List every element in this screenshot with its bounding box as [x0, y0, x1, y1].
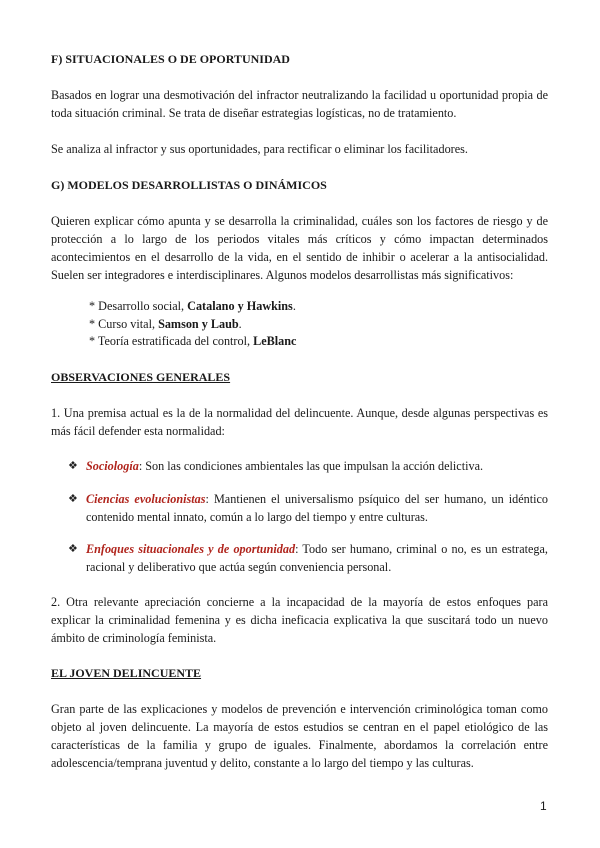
model-item-prefix: * Curso vital, — [89, 317, 159, 331]
section-g-heading: G) MODELOS DESARROLLISTAS O DINÁMICOS — [51, 178, 327, 192]
observation-description: : Mantienen el universalismo psíquico del ser humano, un idéntico contenido mental innato, común a lo largo del tiempo y entre culturas. — [86, 492, 548, 524]
observaciones-paragraph-1: 1. Una premisa actual es la de la normalidad del delincuente. Aunque, desde algunas perspectivas es más fácil defender esta normalidad: — [51, 406, 548, 438]
model-item-prefix: * Teoría estratificada del control, — [89, 334, 254, 348]
section-f-paragraph-2: Se analiza al infractor y sus oportunidades, para rectificar o eliminar los facilitadores. — [51, 142, 468, 156]
model-item — [89, 315, 242, 333]
observation-text — [86, 457, 548, 475]
joven-paragraph-1: Gran parte de las explicaciones y modelos de prevención e intervención criminológica toman como objeto al joven delincuente. La mayoría de estos estudios se centran en el papel etiológico de las características de la familia y grupo de iguales. Finalmente, abordamos la correlación entre adolescencia/temprana juventud y delito, constante a lo largo del tiempo y las culturas. — [51, 702, 548, 770]
page-number: 1 — [540, 799, 547, 813]
model-item-suffix: . — [292, 299, 296, 313]
observaciones-paragraph-2: 2. Otra relevante apreciación concierne a la incapacidad de la mayoría de estos enfoques para explicar la criminalidad femenina y es dicha ineficacia explicativa la que suscitará todo un nuevo ámbito de criminología feminista. — [51, 595, 548, 645]
diamond-bullet-icon: ❖ — [68, 460, 78, 472]
observation-item — [68, 540, 548, 576]
model-item — [89, 297, 296, 315]
observation-item — [68, 490, 548, 526]
model-item — [89, 332, 296, 350]
observation-description: : Son las condiciones ambientales las que impulsan la acción delictiva. — [138, 459, 484, 473]
observation-term: Enfoques situacionales y de oportunidad — [86, 542, 296, 556]
model-item-authors: LeBlanc — [253, 334, 297, 348]
model-item-authors: Catalano y Hawkins — [187, 299, 293, 313]
observation-text — [86, 490, 548, 526]
diamond-bullet-icon: ❖ — [68, 493, 78, 505]
model-item-prefix: * Desarrollo social, — [89, 299, 188, 313]
model-item-suffix: . — [238, 317, 242, 331]
observation-text — [86, 540, 548, 576]
section-f-paragraph-1: Basados en lograr una desmotivación del infractor neutralizando la facilidad u oportunidad propia de toda situación criminal. Se trata de diseñar estrategias logísticas, no de tratamiento. — [51, 88, 548, 120]
observation-term: Ciencias evolucionistas — [86, 492, 206, 506]
observation-description: : Todo ser humano, criminal o no, es un estratega, racional y deliberativo que actúa según conveniencia personal. — [86, 542, 548, 574]
observaciones-heading: OBSERVACIONES GENERALES — [51, 370, 231, 384]
section-f-heading: F) SITUACIONALES O DE OPORTUNIDAD — [51, 52, 290, 66]
model-item-authors: Samson y Laub — [158, 317, 239, 331]
diamond-bullet-icon: ❖ — [68, 543, 78, 555]
section-g-paragraph-1: Quieren explicar cómo apunta y se desarrolla la criminalidad, cuáles son los factores de riesgo y de protección a lo largo de los periodos vitales más críticos y cómo impactan determinados acontecimientos en el desarrollo de la vida, en el sentido de inhibir o acelerar a la antisocialidad. Suelen ser integradores e interdisciplinares. Algunos modelos desarrollistas más significativos: — [51, 214, 548, 282]
observation-term: Sociología — [86, 459, 139, 473]
observation-item — [68, 457, 548, 475]
joven-heading: EL JOVEN DELINCUENTE — [51, 666, 202, 680]
